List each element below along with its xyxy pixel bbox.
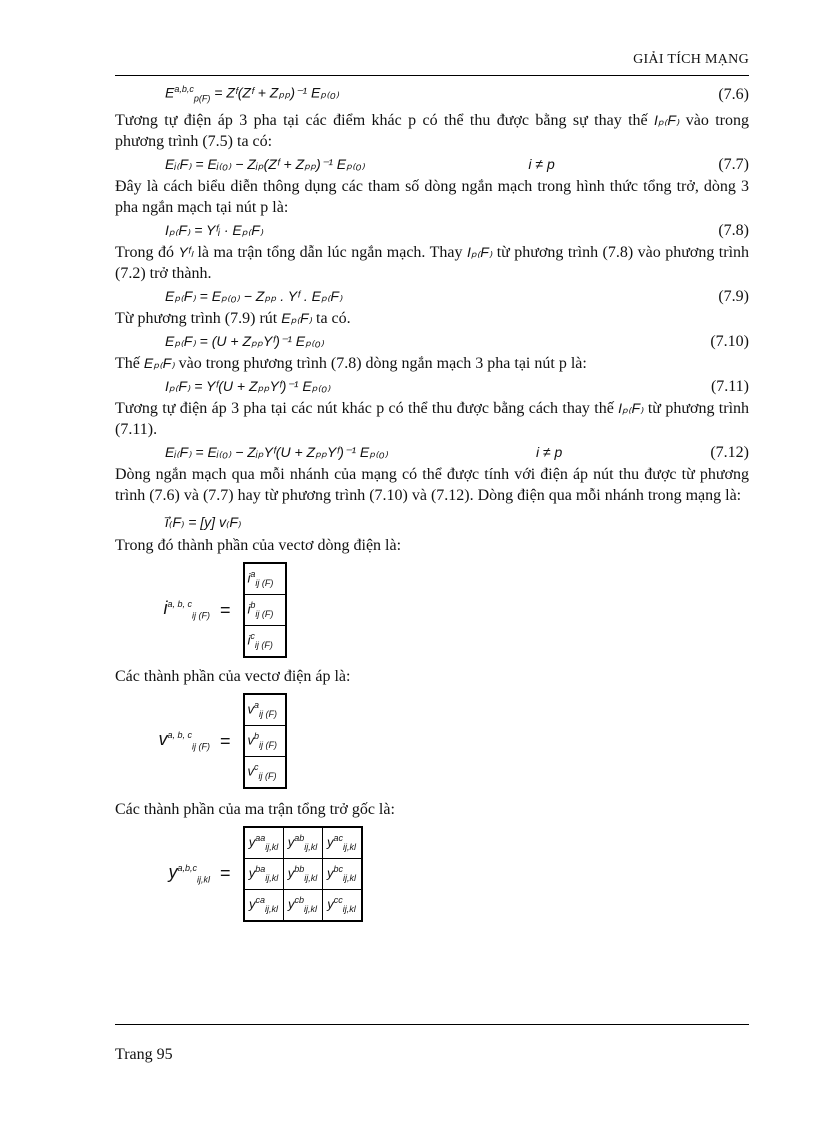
text: Thế [115, 355, 140, 373]
paragraph: Đây là cách biểu diễn thông dụng các tham số dòng ngắn mạch trong hình thức tổng trở, dòng 3 pha ngắn mạch tại nút p là: [115, 178, 749, 217]
cell-sup: a [254, 700, 260, 711]
matrix-label [115, 725, 220, 758]
equation-7-12 [115, 441, 749, 463]
eq-body: Eᵢ₍F₎ = Eᵢ₍₀₎ − Zᵢₚ(Zᶠ + Zₚₚ)⁻¹ Eₚ₍₀₎ [165, 155, 365, 172]
eq-body: Eₚ₍F₎ = Eₚ₍₀₎ − Zₚₚ . Yᶠ . Eₚ₍F₎ [165, 287, 343, 304]
equals-sign: = [220, 730, 231, 751]
equation-number: (7.10) [710, 332, 749, 350]
paragraph [115, 398, 749, 440]
eq-body: = Zᶠ(Zᶠ + Zₚₚ)⁻¹ Eₚ₍₀₎ [214, 84, 340, 101]
matrix-sup: a, b, c [167, 729, 192, 740]
inline-symbol: Eₚ₍F₎ [281, 310, 312, 327]
inline-symbol: Eₚ₍F₎ [143, 355, 175, 372]
matrix-sub: ij (F) [192, 610, 210, 621]
voltage-vector [115, 693, 749, 789]
cell-sub: ij,kl [265, 872, 279, 883]
matrix-cell: $v^b_{ij (F)}$ [244, 726, 286, 757]
cell-sup: c [254, 762, 259, 773]
cell-sup: ba [255, 864, 266, 875]
matrix-cell: $y^{ba}_{ij,kl}$ [244, 858, 284, 889]
matrix-cell: $y^{ab}_{ij,kl}$ [283, 827, 322, 859]
running-header: GIẢI TÍCH MẠNG [633, 52, 749, 67]
cell-sub: ij,kl [265, 903, 279, 914]
inline-symbol: Iₚ₍F₎ [618, 400, 644, 417]
matrix-cell: $y^{bc}_{ij,kl}$ [322, 858, 362, 889]
page-number: Trang 95 [115, 1046, 173, 1063]
paragraph [115, 308, 749, 329]
cell-sup: cc [333, 895, 343, 906]
paragraph: Các thành phần của ma trận tổng trở gốc là: [115, 800, 395, 818]
inline-symbol: Yᶠₗ [178, 244, 193, 261]
paragraph: Trong đó thành phần của vectơ dòng điện là: [115, 537, 402, 555]
equation-number: (7.6) [718, 85, 749, 103]
cell-sub: ij,kl [304, 903, 318, 914]
cell-sup: bc [333, 864, 344, 875]
cell-sup: c [250, 631, 255, 642]
eq-body: Iₚ₍F₎ = Yᶠᵢ · Eₚ₍F₎ [165, 221, 264, 238]
equation-7-8 [115, 219, 749, 241]
equation-number: (7.8) [718, 221, 749, 239]
paragraph: Các thành phần của vectơ điện áp là: [115, 668, 351, 686]
matrix-symbol: i [163, 598, 168, 619]
cell-sup: ab [294, 833, 305, 844]
branch-current-equation: i⃗₍F₎ = [y] v₍F₎ [165, 514, 242, 531]
text: từ phương trình (7.8) vào phương trình (7.2) trở thành. [115, 244, 750, 283]
cell-sub: ij,kl [343, 841, 357, 852]
matrix-cell: $y^{cb}_{ij,kl}$ [283, 889, 322, 921]
matrix-cell: $i^a_{ij (F)}$ [244, 563, 286, 594]
cell-sup: aa [255, 833, 266, 844]
eq-body: Eᵢ₍F₎ = Eᵢ₍₀₎ − ZᵢₚYᶠ(U + ZₚₚYᶠ)⁻¹ Eₚ₍₀₎ [165, 443, 388, 460]
eq-sub: p(F) [193, 93, 211, 104]
matrix-label [115, 858, 220, 891]
matrix-cell: $y^{ac}_{ij,kl}$ [322, 827, 362, 859]
matrix-cell: $y^{ca}_{ij,kl}$ [244, 889, 284, 921]
cell-sup: b [250, 600, 256, 611]
eq-condition: i ≠ p [535, 443, 563, 460]
matrix-cell: $y^{bb}_{ij,kl}$ [283, 858, 322, 889]
equals-sign: = [220, 599, 231, 620]
matrix-symbol: v [158, 728, 168, 749]
equation-7-9 [115, 285, 749, 307]
equation-number: (7.12) [710, 443, 749, 461]
text: Tương tự điện áp 3 pha tại các điểm khác p có thể thu được bằng sự thay thế [115, 112, 648, 130]
cell-sup: bb [294, 864, 305, 875]
cell-sub: ij (F) [259, 709, 278, 720]
cell-sub: ij (F) [259, 740, 278, 751]
cell-sub: ij (F) [254, 640, 273, 651]
matrix-cell: $y^{cc}_{ij,kl}$ [322, 889, 362, 921]
paragraph [115, 353, 749, 374]
equation-7-10 [115, 330, 749, 352]
paragraph [115, 242, 749, 284]
equation-7-6 [115, 79, 749, 109]
eq-condition: i ≠ p [528, 155, 555, 172]
matrix-symbol: y [168, 861, 178, 882]
matrix-cell: $i^b_{ij (F)}$ [244, 595, 286, 626]
text: vào trong phương trình (7.8) dòng ngắn mạch 3 pha tại nút p là: [178, 355, 587, 373]
impedance-matrix [115, 826, 749, 922]
equation-7-7 [115, 153, 749, 175]
header-rule [115, 75, 749, 76]
equation-number: (7.9) [718, 287, 749, 305]
cell-sup: cb [294, 895, 305, 906]
cell-sub: ij,kl [304, 841, 318, 852]
equation-7-11 [115, 375, 749, 397]
cell-sub: ij (F) [255, 578, 274, 589]
equation-number: (7.7) [718, 155, 749, 173]
matrix-cell: $i^c_{ij (F)}$ [244, 626, 286, 657]
cell-sub: ij (F) [258, 770, 277, 781]
inline-symbol: Iₚ₍F₎ [466, 244, 493, 261]
cell-sub: ij,kl [304, 872, 318, 883]
cell-sup: a [250, 569, 256, 580]
cell-sub: ij,kl [265, 841, 279, 852]
text: Trong đó [115, 244, 174, 262]
paragraph [115, 110, 749, 152]
matrix-cell: $v^c_{ij (F)}$ [244, 757, 286, 788]
cell-sup: ac [333, 833, 344, 844]
matrix-sub: ij (F) [192, 741, 210, 752]
text: vào trong phương trình (7.5) ta có: [115, 112, 750, 151]
cell-sup: b [254, 731, 260, 742]
matrix-cell: $v^a_{ij (F)}$ [244, 694, 286, 725]
text: là ma trận tổng dẫn lúc ngắn mạch. Thay [197, 244, 463, 262]
inline-symbol: Iₚ₍F₎ [654, 112, 680, 129]
current-vector-table [243, 562, 287, 658]
eq-body: Iₚ₍F₎ = Yᶠ(U + ZₚₚYᶠ)⁻¹ Eₚ₍₀₎ [165, 377, 331, 394]
eq-body: Eₚ₍F₎ = (U + ZₚₚYᶠ)⁻¹ Eₚ₍₀₎ [165, 332, 324, 349]
text: ta có. [316, 310, 351, 328]
cell-sub: ij (F) [255, 609, 274, 620]
equation-number: (7.11) [710, 377, 749, 395]
cell-sub: ij,kl [343, 872, 357, 883]
equals-sign: = [220, 863, 231, 884]
eq-sup: a,b,c [174, 84, 194, 94]
cell-sup: ca [255, 895, 266, 906]
paragraph: Dòng ngắn mạch qua mỗi nhánh của mạng có thể được tính với điện áp nút thu được từ phương trình (7.6) và (7.7) hay từ phương trình (7.10) và (7.12). Dòng điện qua mỗi nhánh trong mạng là: [115, 466, 749, 505]
footer-rule [115, 1024, 749, 1025]
current-vector [115, 562, 749, 658]
matrix-cell: $y^{aa}_{ij,kl}$ [244, 827, 284, 859]
eq-lhs: E [165, 84, 175, 101]
voltage-vector-table [243, 693, 287, 789]
matrix-sub: ij,kl [197, 874, 210, 885]
text: từ phương trình (7.11). [115, 400, 750, 439]
text: Tương tự điện áp 3 pha tại các nút khác p có thể thu được bằng cách thay thế [115, 400, 614, 418]
matrix-sup: a, b, c [167, 599, 192, 610]
cell-sub: ij,kl [342, 903, 356, 914]
impedance-matrix-table [243, 826, 363, 922]
matrix-sup: a,b,c [177, 862, 197, 873]
page-content [115, 78, 749, 930]
text: Từ phương trình (7.9) rút [115, 310, 278, 328]
matrix-label [115, 594, 220, 627]
